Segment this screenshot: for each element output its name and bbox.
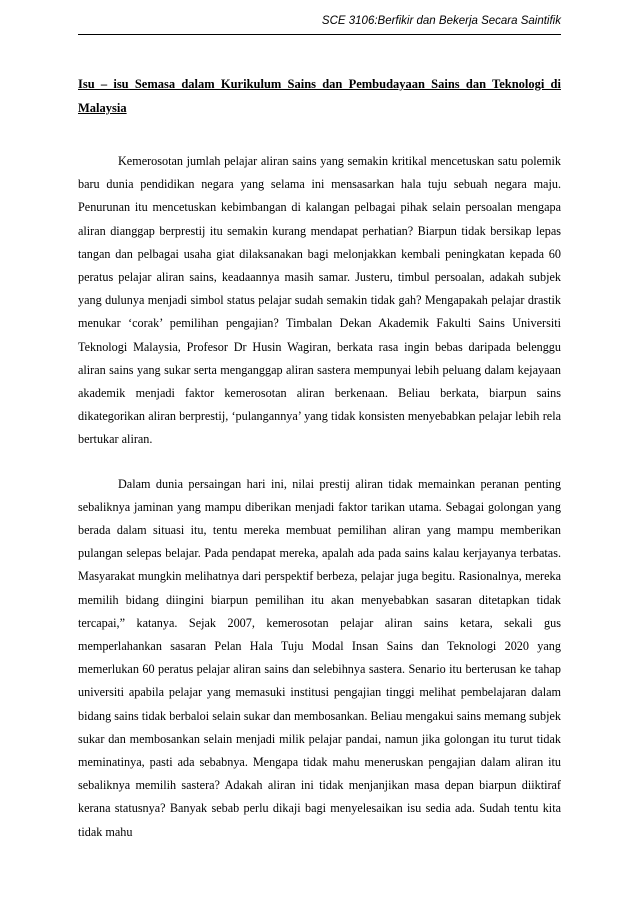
document-title: Isu – isu Semasa dalam Kurikulum Sains dan Pembudayaan Sains dan Teknologi di Malaysia <box>78 77 561 115</box>
document-body <box>78 72 561 844</box>
running-header <box>78 12 561 35</box>
running-header-title: SCE 3106:Berfikir dan Bekerja Secara Saintifik <box>321 15 561 27</box>
body-paragraph: Dalam dunia persaingan hari ini, nilai prestij aliran tidak memainkan peranan penting sebaliknya jaminan yang mampu diberikan menjadi faktor tarikan utama. Sebagai golongan yang berada dalam situasi itu, tentu mereka membuat pemilihan aliran yang mampu memberikan pulangan selepas belajar. Pada pendapat mereka, apalah ada pada sains kalau kerjayanya terbatas. Masyarakat mungkin melihatnya dari perspektif berbeza, pelajar juga begitu. Rasionalnya, mereka memilih bidang diingini biarpun pemilihan itu akan menyebabkan sasaran ditetapkan tidak tercapai,” katanya. Sejak 2007, kemerosotan pelajar aliran sains ketara, sekali gus memperlahankan sasaran Pelan Hala Tuju Modal Insan Sains dan Teknologi 2020 yang memerlukan 60 peratus pelajar aliran sains dan selebihnya sastera. Senario itu berterusan ke tahap universiti apabila pelajar yang memasuki institusi pengajian tinggi melihat pembelajaran dalam bidang sains tidak berbaloi selain sukar dan membosankan. Beliau mengakui sains memang subjek sukar dan membosankan selain menjadi milik pelajar pandai, namun jika golongan itu turut tidak meminatinya, pasti ada sebabnya. Mengapa tidak mahu meneruskan pengajian dalam aliran itu sebaliknya memilih sastera? Adakah aliran ini tidak menjanjikan masa depan biarpun diiktiraf kerana statusnya? Banyak sebab perlu dikaji bagi menyelesaikan isu sedia ada. Sudah tentu kita tidak mahu <box>78 476 561 839</box>
body-paragraph: Kemerosotan jumlah pelajar aliran sains yang semakin kritikal mencetuskan satu polemik baru dunia pendidikan negara yang selama ini mensasarkan hala tuju sebuah negara maju. Penurunan itu mencetuskan kebimbangan di kalangan pelbagai pihak selain persoalan mengapa aliran dianggap berprestij itu semakin kurang mendapat perhatian? Biarpun tidak bersikap lepas tangan dan pelbagai usaha giat dilaksanakan bagi melonjakkan kembali peningkatan kepada 60 peratus pelajar aliran sains, keadaannya masih samar. Justeru, timbul persoalan, adakah subjek yang dulunya menjadi simbol status pelajar sudah semakin tidak gah? Mengapakah pelajar drastik menukar ‘corak’ pemilihan pengajian? Timbalan Dekan Akademik Fakulti Sains Universiti Teknologi Malaysia, Profesor Dr Husin Wagiran, berkata rasa ingin bebas daripada belenggu aliran sains yang sukar serta menganggap aliran sastera mempunyai lebih peluang dalam kejayaan akademik menjadi faktor kemerosotan aliran berkenaan. Beliau berkata, biarpun sains dikategorikan aliran berprestij, ‘pulangannya’ yang tidak konsisten menyebabkan pelajar lebih rela bertukar aliran. <box>78 154 561 447</box>
